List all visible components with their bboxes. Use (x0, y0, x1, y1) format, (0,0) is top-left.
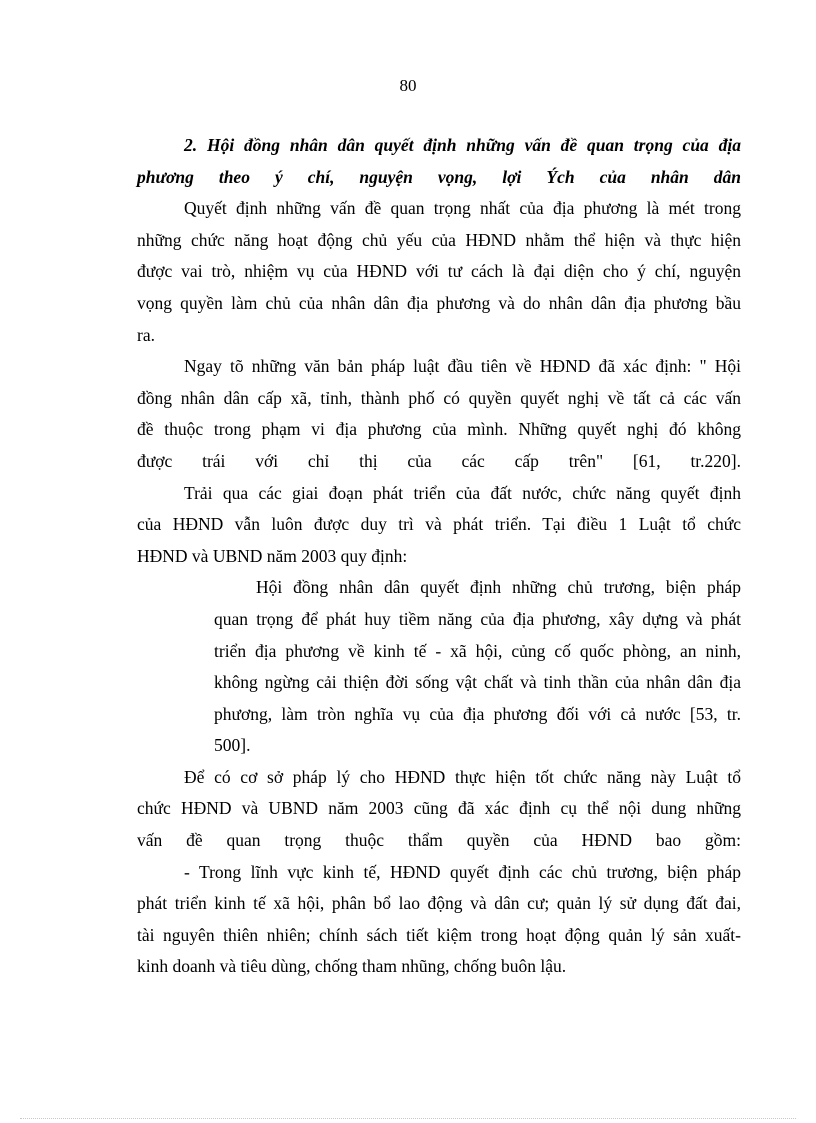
paragraph-1-line: những chức năng hoạt động chủ yếu của HĐND nhằm thể hiện và thực hiện (137, 229, 741, 250)
block-quote-line: quan trọng để phát huy tiềm năng của địa phương, xây dựng và phát (214, 608, 741, 629)
paragraph-2-line: được trái với chỉ thị của các cấp trên" [61, tr.220]. (137, 450, 741, 471)
block-quote-line: 500]. (214, 735, 251, 756)
paragraph-2-line: đề thuộc trong phạm vi địa phương của mình. Những quyết nghị đó không (137, 419, 741, 440)
section-heading-line-1: 2. Hội đồng nhân dân quyết định những vấn đề quan trọng của địa (184, 135, 741, 155)
section-heading-line-2: phương theo ý chí, nguyện vọng, lợi Ých của nhân dân (137, 166, 741, 187)
paragraph-4-line: vấn đề quan trọng thuộc thẩm quyền của HĐND bao gồm: (137, 830, 741, 851)
paragraph-5-line: - Trong lĩnh vực kinh tế, HĐND quyết định các chủ trương, biện pháp (184, 861, 741, 882)
paragraph-5-line: phát triển kinh tế xã hội, phân bổ lao động và dân cư; quản lý sử dụng đất đai, (137, 893, 741, 914)
paragraph-1-line: Quyết định những vấn đề quan trọng nhất của địa phương là mét trong (184, 198, 741, 219)
paragraph-3-line: của HĐND vẫn luôn được duy trì và phát triển. Tại điều 1 Luật tổ chức (137, 514, 741, 535)
paragraph-2-line: đồng nhân dân cấp xã, tỉnh, thành phố có quyền quyết nghị về tất cả các vấn (137, 387, 741, 408)
paragraph-5-line: kinh doanh và tiêu dùng, chống tham nhũng, chống buôn lậu. (137, 956, 567, 977)
block-quote-line: không ngừng cải thiện đời sống vật chất và tinh thần của nhân dân địa (214, 672, 741, 693)
page-number: 80 (399, 76, 417, 95)
page-bottom-divider (20, 1118, 796, 1119)
block-quote-line: triển địa phương về kinh tế - xã hội, củng cố quốc phòng, an ninh, (214, 640, 741, 661)
paragraph-2-line: Ngay tõ những văn bản pháp luật đầu tiên về HĐND đã xác định: " Hội (184, 356, 741, 377)
page-body (137, 130, 741, 983)
paragraph-3-line: Trải qua các giai đoạn phát triển của đất nước, chức năng quyết định (184, 482, 741, 503)
block-quote-line: phương, làm tròn nghĩa vụ của địa phương đối với cả nước [53, tr. (214, 703, 741, 724)
paragraph-4-line: chức HĐND và UBND năm 2003 cũng đã xác định cụ thể nội dung những (137, 798, 741, 819)
paragraph-4-line: Để có cơ sở pháp lý cho HĐND thực hiện tốt chức năng này Luật tổ (184, 766, 741, 787)
block-quote-line: Hội đồng nhân dân quyết định những chủ trương, biện pháp (256, 577, 741, 598)
paragraph-3-line: HĐND và UBND năm 2003 quy định: (137, 545, 408, 566)
paragraph-1-line: được vai trò, nhiệm vụ của HĐND với tư cách là đại diện cho ý chí, nguyện (137, 261, 741, 282)
paragraph-5-line: tài nguyên thiên nhiên; chính sách tiết kiệm trong hoạt động quản lý sản xuất- (137, 924, 741, 945)
paragraph-1-line: vọng quyền làm chủ của nhân dân địa phương và do nhân dân địa phương bầu (137, 292, 741, 313)
paragraph-1-line: ra. (137, 324, 155, 345)
